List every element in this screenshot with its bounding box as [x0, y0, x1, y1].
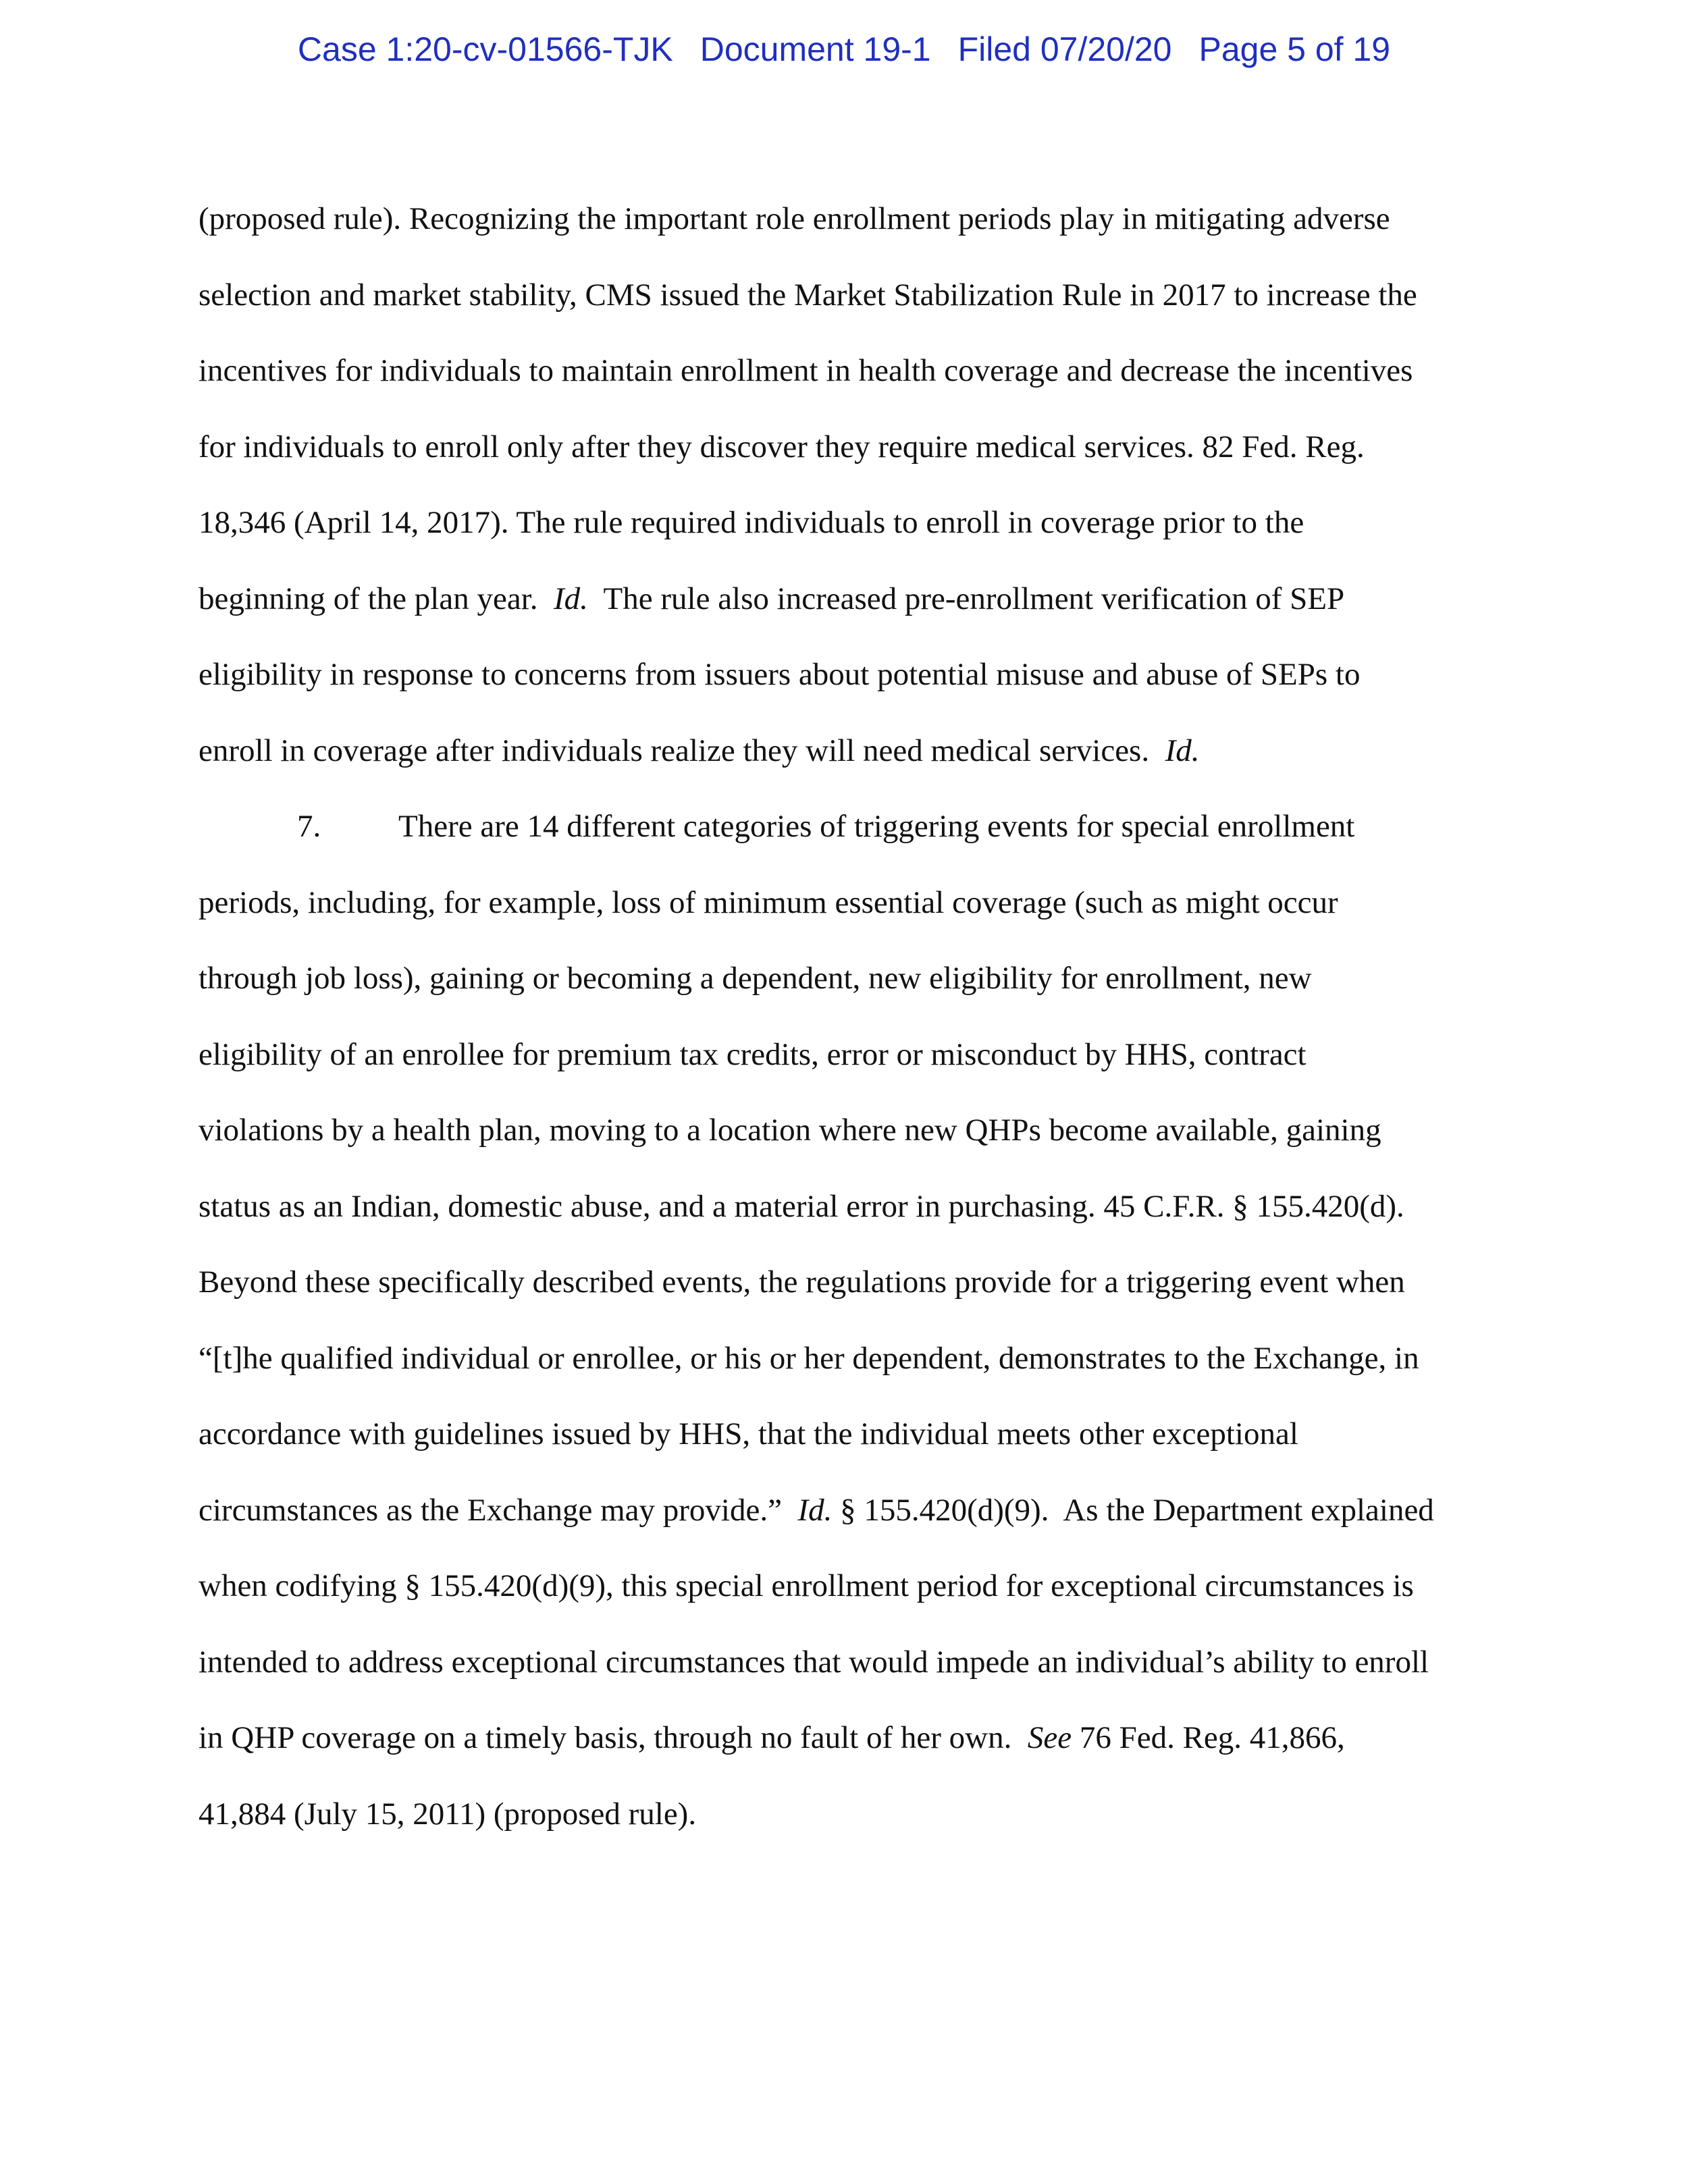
text-segment: 76 Fed. Reg. 41,866,	[1072, 1720, 1345, 1755]
page-number: Page 5 of 19	[1198, 30, 1391, 68]
text-line: eligibility of an enrollee for premium tax credits, error or misconduct by HHS, contract	[199, 1036, 1307, 1072]
case-number: Case 1:20-cv-01566-TJK	[297, 30, 673, 68]
text-line: incentives for individuals to maintain enrollment in health coverage and decrease the incentives	[199, 353, 1413, 388]
text-line: 41,884 (July 15, 2011) (proposed rule).	[199, 1796, 697, 1832]
text-line: through job loss), gaining or becoming a dependent, new eligibility for enrollment, new	[199, 961, 1312, 996]
text-line: Beyond these specifically described events, the regulations provide for a triggering event when	[199, 1264, 1405, 1300]
paragraph-7-first-line	[199, 803, 1508, 880]
text-segment: The rule also increased pre-enrollment verification of SEP	[587, 581, 1345, 616]
text-line: intended to address exceptional circumstances that would impede an individual’s ability to enroll	[199, 1644, 1429, 1680]
text-segment: beginning of the plan year.	[199, 581, 554, 616]
text-line	[199, 1715, 1508, 1791]
paragraph-number: 7.	[297, 809, 321, 844]
text-line: eligibility in response to concerns from issuers about potential misuse and abuse of SEPs to	[199, 657, 1361, 692]
text-line: (proposed rule). Recognizing the important role enrollment periods play in mitigating adverse	[199, 201, 1390, 236]
text-line	[199, 728, 1508, 804]
text-line: “[t]he qualified individual or enrollee, or his or her dependent, demonstrates to the Exchange, in	[199, 1340, 1419, 1376]
text-line: for individuals to enroll only after they discover they require medical services. 82 Fed. Reg.	[199, 429, 1365, 464]
document-body	[199, 196, 1508, 1867]
citation-id: Id.	[797, 1492, 833, 1528]
text-line: when codifying § 155.420(d)(9), this special enrollment period for exceptional circumstances is	[199, 1568, 1414, 1603]
citation-signal-see: See	[1027, 1720, 1072, 1755]
text-line: violations by a health plan, moving to a location where new QHPs become available, gaining	[199, 1113, 1381, 1148]
text-line	[199, 1487, 1508, 1564]
text-line: 18,346 (April 14, 2017). The rule required individuals to enroll in coverage prior to the	[199, 505, 1304, 540]
citation-id: Id.	[1165, 733, 1200, 768]
text-segment: enroll in coverage after individuals realize they will need medical services.	[199, 733, 1165, 768]
text-line: selection and market stability, CMS issued the Market Stabilization Rule in 2017 to increase the	[199, 277, 1417, 313]
text-segment: § 155.420(d)(9). As the Department explained	[832, 1492, 1434, 1528]
text-line: accordance with guidelines issued by HHS, that the individual meets other exceptional	[199, 1416, 1298, 1451]
text-segment: There are 14 different categories of triggering events for special enrollment	[398, 809, 1355, 844]
text-line	[199, 576, 1508, 652]
court-filing-header	[0, 30, 1688, 69]
filed-date: Filed 07/20/20	[957, 30, 1172, 68]
document-number: Document 19-1	[700, 30, 931, 68]
text-line: periods, including, for example, loss of minimum essential coverage (such as might occur	[199, 884, 1338, 920]
text-line: status as an Indian, domestic abuse, and a material error in purchasing. 45 C.F.R. § 155.420(d).	[199, 1188, 1404, 1224]
text-segment: circumstances as the Exchange may provide.”	[199, 1492, 798, 1528]
text-segment: in QHP coverage on a timely basis, through no fault of her own.	[199, 1720, 1028, 1755]
citation-id: Id.	[554, 581, 588, 616]
